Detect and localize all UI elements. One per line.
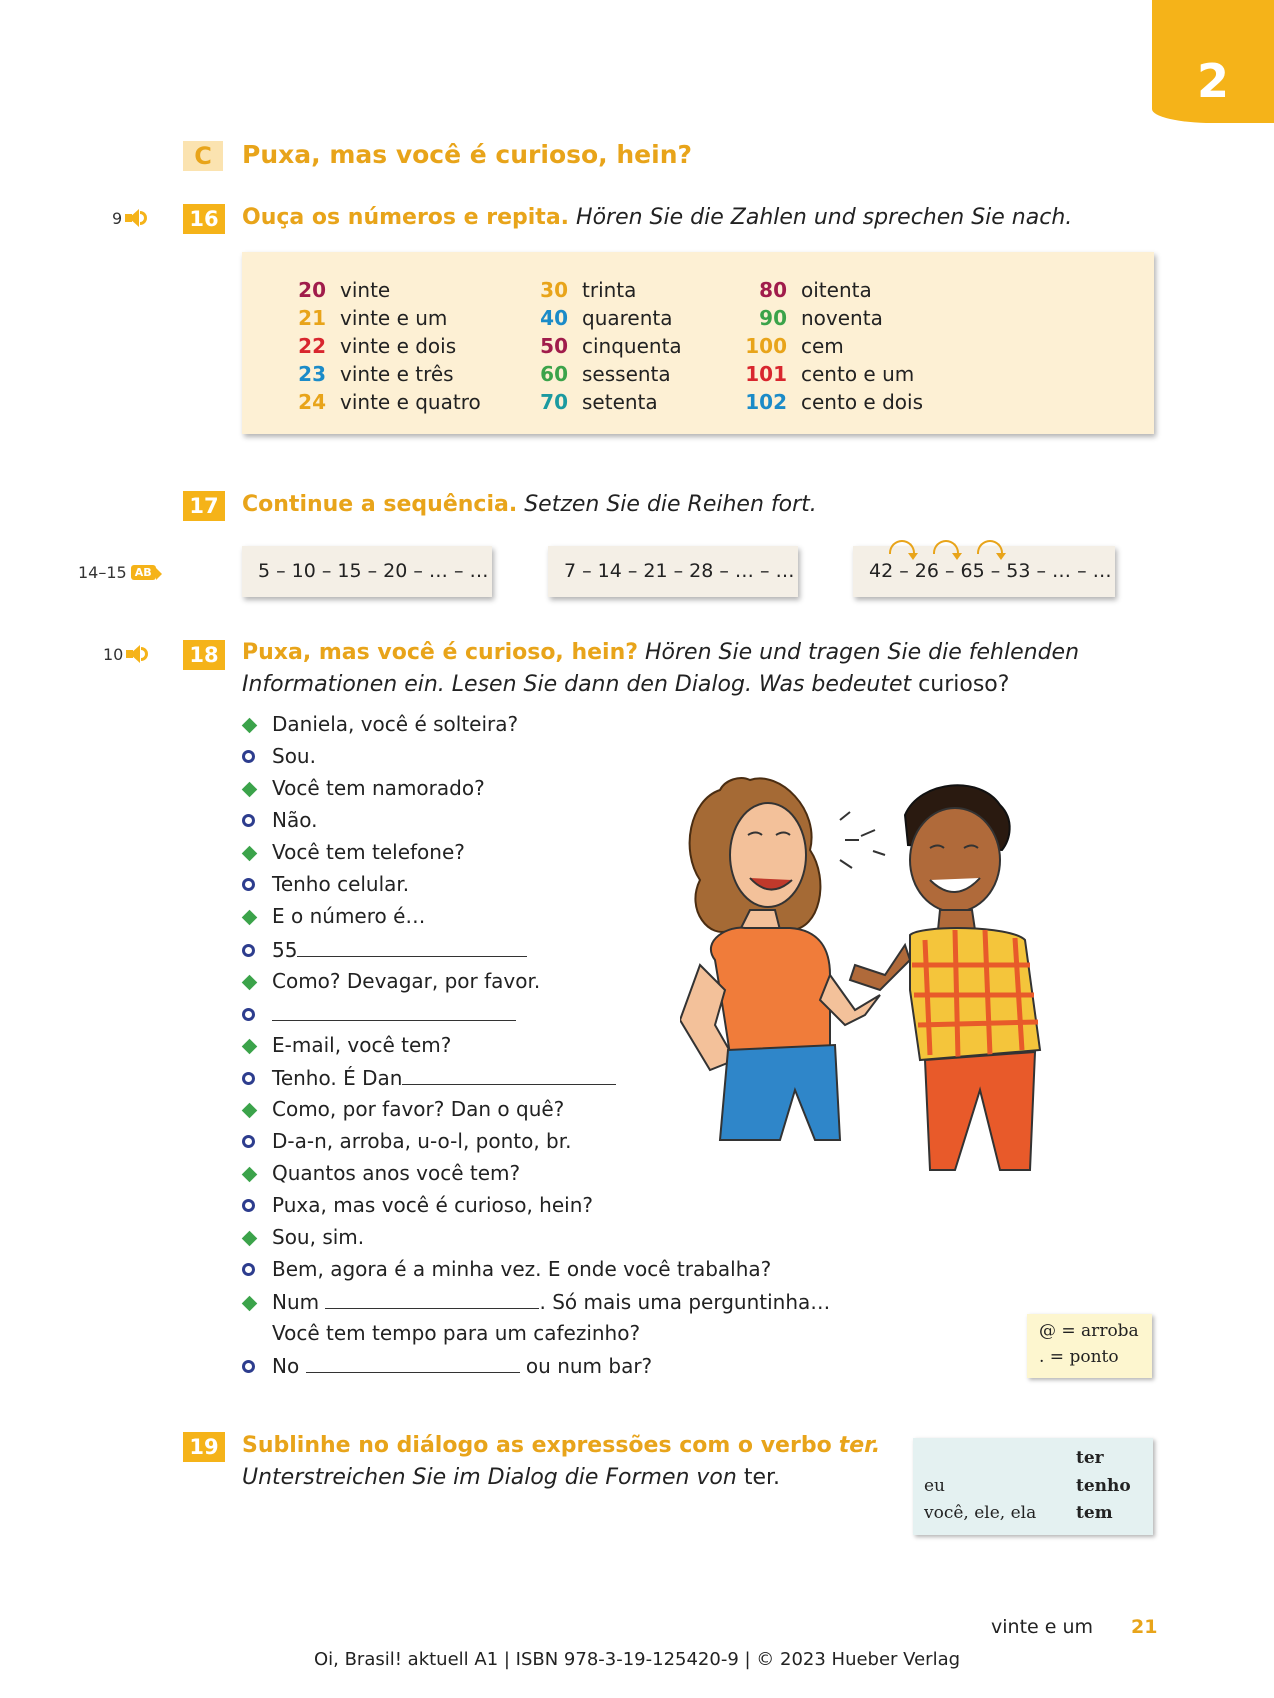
number-row bbox=[294, 360, 481, 388]
line-text: Você tem namorado? bbox=[272, 776, 485, 800]
diamond-icon bbox=[242, 1231, 258, 1247]
numeral: 60 bbox=[540, 362, 568, 386]
number-word: oitenta bbox=[801, 278, 872, 302]
circle-icon bbox=[242, 1008, 255, 1021]
answer-blank[interactable] bbox=[325, 1289, 539, 1309]
instruction-verb: ter. bbox=[838, 1433, 881, 1458]
diamond-icon bbox=[242, 1296, 258, 1312]
number-row bbox=[294, 276, 481, 304]
line-text: Bem, agora é a minha vez. E onde você trabalha? bbox=[272, 1257, 772, 1281]
diamond-icon bbox=[242, 975, 258, 991]
answer-blank[interactable] bbox=[402, 1065, 616, 1085]
numeral: 23 bbox=[298, 362, 326, 386]
man-figure bbox=[850, 785, 1040, 1170]
note-line: . = ponto bbox=[1039, 1347, 1119, 1367]
circle-icon bbox=[242, 944, 255, 957]
dialog-line bbox=[242, 1193, 593, 1217]
dialog-line bbox=[242, 1097, 564, 1121]
numeral: 102 bbox=[745, 390, 787, 414]
line-text: Você tem tempo para um cafezinho? bbox=[272, 1321, 641, 1345]
answer-blank[interactable] bbox=[272, 1001, 516, 1021]
line-text: Não. bbox=[272, 808, 318, 832]
number-row bbox=[742, 360, 923, 388]
dialog-line bbox=[242, 1161, 520, 1185]
diamond-icon bbox=[242, 846, 258, 862]
exercise-18-instruction bbox=[242, 637, 1079, 701]
dialog-line bbox=[242, 1257, 771, 1281]
number-row bbox=[742, 332, 923, 360]
dialog-line bbox=[242, 776, 485, 800]
workbook-pages: 14–15 bbox=[78, 563, 127, 582]
number-word: vinte e quatro bbox=[340, 390, 481, 414]
number-word: setenta bbox=[582, 390, 658, 414]
audio-track-10[interactable] bbox=[103, 643, 148, 665]
workbook-reference[interactable] bbox=[78, 563, 156, 582]
note-line: @ = arroba bbox=[1039, 1321, 1139, 1341]
dialog-line bbox=[242, 712, 518, 736]
dialog-line bbox=[242, 1001, 516, 1026]
number-row bbox=[536, 304, 682, 332]
circle-icon bbox=[242, 1199, 255, 1212]
dialog-line bbox=[242, 808, 317, 832]
instruction-pt: Sublinhe no diálogo as expressões com o verbo bbox=[242, 1433, 832, 1458]
line-text: E o número é… bbox=[272, 904, 426, 928]
section-letter: C bbox=[183, 141, 223, 171]
exercise-19-instruction bbox=[242, 1430, 880, 1494]
dialog-line bbox=[242, 840, 465, 864]
dialog-line bbox=[242, 872, 409, 896]
line-text: No bbox=[272, 1354, 300, 1378]
instruction-pt: Puxa, mas você é curioso, hein? bbox=[242, 640, 638, 665]
diamond-icon bbox=[242, 718, 258, 734]
dialog-line bbox=[242, 1129, 572, 1153]
dialog-line bbox=[242, 969, 540, 993]
numeral: 40 bbox=[540, 306, 568, 330]
number-word: vinte e um bbox=[340, 306, 448, 330]
page-number-words: vinte e um bbox=[991, 1616, 1094, 1638]
audio-track-number: 9 bbox=[112, 208, 123, 228]
numeral: 22 bbox=[298, 334, 326, 358]
line-text: Você tem telefone? bbox=[272, 840, 465, 864]
numbers-column-3 bbox=[742, 276, 923, 416]
numeral: 30 bbox=[540, 278, 568, 302]
instruction-verb-de: ter. bbox=[743, 1465, 781, 1490]
number-word: cento e dois bbox=[801, 390, 923, 414]
number-word: noventa bbox=[801, 306, 883, 330]
line-text: D-a-n, arroba, u-o-l, ponto, br. bbox=[272, 1129, 572, 1153]
circle-icon bbox=[242, 750, 255, 763]
arrow-arc-icon bbox=[933, 540, 959, 554]
numbers-column-1 bbox=[294, 276, 481, 416]
number-word: cento e um bbox=[801, 362, 915, 386]
dialog-line bbox=[242, 1225, 364, 1249]
dialog-line bbox=[242, 1289, 830, 1314]
instruction-de: Hören Sie und tragen Sie die fehlenden bbox=[645, 640, 1080, 665]
diamond-icon bbox=[242, 1103, 258, 1119]
circle-icon bbox=[242, 1263, 255, 1276]
number-word: cinquenta bbox=[582, 334, 682, 358]
instruction-de: Hören Sie die Zahlen und sprechen Sie nach. bbox=[576, 205, 1073, 230]
dialog-line bbox=[242, 1321, 640, 1345]
dialog-line bbox=[242, 1033, 451, 1057]
pronoun: eu bbox=[924, 1476, 946, 1496]
exercise-number: 19 bbox=[183, 1432, 225, 1462]
numeral: 101 bbox=[745, 362, 787, 386]
answer-blank[interactable] bbox=[297, 937, 527, 957]
number-row bbox=[742, 304, 923, 332]
line-text: Quantos anos você tem? bbox=[272, 1161, 521, 1185]
number-row bbox=[294, 388, 481, 416]
circle-icon bbox=[242, 878, 255, 891]
audio-track-number: 10 bbox=[103, 644, 124, 664]
line-text: Daniela, você é solteira? bbox=[272, 712, 519, 736]
sequence-box-1: 5 – 10 – 15 – 20 – … – … bbox=[242, 546, 492, 597]
numeral: 20 bbox=[298, 278, 326, 302]
chapter-number: 2 bbox=[1196, 54, 1229, 108]
line-text: Como? Devagar, por favor. bbox=[272, 969, 541, 993]
arrow-arc-icon bbox=[977, 540, 1003, 554]
circle-icon bbox=[242, 1072, 255, 1085]
number-row bbox=[536, 388, 682, 416]
number-row bbox=[536, 332, 682, 360]
sequence-text: 42 – 26 – 65 – 53 – … – … bbox=[869, 560, 1112, 582]
verb-header: ter bbox=[1076, 1448, 1104, 1468]
exercise-16-instruction bbox=[242, 202, 1072, 234]
instruction-word: curioso? bbox=[918, 672, 1010, 697]
diamond-icon bbox=[242, 1167, 258, 1183]
conjugation-table bbox=[913, 1438, 1153, 1535]
number-row bbox=[536, 276, 682, 304]
line-text: Sou. bbox=[272, 744, 316, 768]
line-text: Tenho celular. bbox=[272, 872, 410, 896]
instruction-de-cont: Informationen ein. Lesen Sie dann den Dialog. Was bedeutet bbox=[242, 672, 912, 697]
pronoun: você, ele, ela bbox=[924, 1503, 1037, 1523]
line-text: Puxa, mas você é curioso, hein? bbox=[272, 1193, 593, 1217]
numeral: 70 bbox=[540, 390, 568, 414]
instruction-de: Setzen Sie die Reihen fort. bbox=[524, 492, 817, 517]
instruction-pt: Continue a sequência. bbox=[242, 492, 518, 517]
diamond-icon bbox=[242, 1039, 258, 1055]
diamond-icon bbox=[242, 910, 258, 926]
sequence-box-2: 7 – 14 – 21 – 28 – … – … bbox=[548, 546, 798, 597]
sequence-box-3 bbox=[853, 546, 1115, 597]
number-word: cem bbox=[801, 334, 844, 358]
number-word: vinte e dois bbox=[340, 334, 457, 358]
numeral: 80 bbox=[759, 278, 787, 302]
page-number: 21 bbox=[1131, 1616, 1158, 1638]
instruction-pt: Ouça os números e repita. bbox=[242, 205, 570, 230]
line-text: Como, por favor? Dan o quê? bbox=[272, 1097, 565, 1121]
number-word: vinte e três bbox=[340, 362, 454, 386]
verb-form: tenho bbox=[1076, 1476, 1131, 1496]
dialog-line bbox=[242, 1065, 616, 1090]
exercise-number: 18 bbox=[183, 640, 225, 670]
line-text: . Só mais uma perguntinha… bbox=[539, 1290, 831, 1314]
arrow-arc-icon bbox=[889, 540, 915, 554]
instruction-de: Unterstreichen Sie im Dialog die Formen von bbox=[242, 1465, 737, 1490]
copyright-line: Oi, Brasil! aktuell A1 | ISBN 978-3-19-125420-9 | © 2023 Hueber Verlag bbox=[313, 1649, 961, 1670]
symbols-note bbox=[1027, 1314, 1152, 1378]
dialog-line bbox=[242, 1353, 652, 1378]
number-row bbox=[536, 360, 682, 388]
number-row bbox=[742, 276, 923, 304]
workbook-arrow-icon: AB bbox=[131, 565, 156, 580]
number-word: sessenta bbox=[582, 362, 671, 386]
number-row bbox=[742, 388, 923, 416]
number-word: quarenta bbox=[582, 306, 673, 330]
circle-icon bbox=[242, 1135, 255, 1148]
numeral: 21 bbox=[298, 306, 326, 330]
numeral: 50 bbox=[540, 334, 568, 358]
speaker-icon bbox=[125, 207, 147, 229]
exercise-17-instruction bbox=[242, 489, 817, 521]
line-text: 55 bbox=[272, 938, 298, 962]
verb-form: tem bbox=[1076, 1503, 1113, 1523]
number-word: vinte bbox=[340, 278, 391, 302]
line-text: ou num bar? bbox=[525, 1354, 653, 1378]
answer-blank[interactable] bbox=[306, 1353, 520, 1373]
numbers-column-2 bbox=[536, 276, 682, 416]
numbers-box bbox=[242, 252, 1154, 434]
audio-track-9[interactable] bbox=[112, 207, 147, 229]
dialog-line bbox=[242, 744, 316, 768]
woman-figure bbox=[680, 778, 880, 1140]
dialog-line bbox=[242, 904, 425, 928]
section-title: Puxa, mas você é curioso, hein? bbox=[242, 140, 692, 169]
line-text: Num bbox=[272, 1290, 320, 1314]
diamond-icon bbox=[242, 782, 258, 798]
motion-lines bbox=[840, 812, 885, 868]
exercise-number: 16 bbox=[183, 204, 225, 234]
numeral: 24 bbox=[298, 390, 326, 414]
exercise-number: 17 bbox=[183, 491, 225, 521]
line-text: Sou, sim. bbox=[272, 1225, 365, 1249]
number-row bbox=[294, 332, 481, 360]
numeral: 100 bbox=[745, 334, 787, 358]
chapter-tab bbox=[1152, 0, 1274, 123]
numeral: 90 bbox=[759, 306, 787, 330]
number-row bbox=[294, 304, 481, 332]
speaker-icon bbox=[126, 643, 148, 665]
circle-icon bbox=[242, 1360, 255, 1373]
circle-icon bbox=[242, 814, 255, 827]
line-text: E-mail, você tem? bbox=[272, 1033, 452, 1057]
dialog-line bbox=[242, 937, 527, 962]
line-text: Tenho. É Dan bbox=[272, 1066, 403, 1090]
conversation-illustration bbox=[680, 760, 1130, 1180]
number-word: trinta bbox=[582, 278, 637, 302]
